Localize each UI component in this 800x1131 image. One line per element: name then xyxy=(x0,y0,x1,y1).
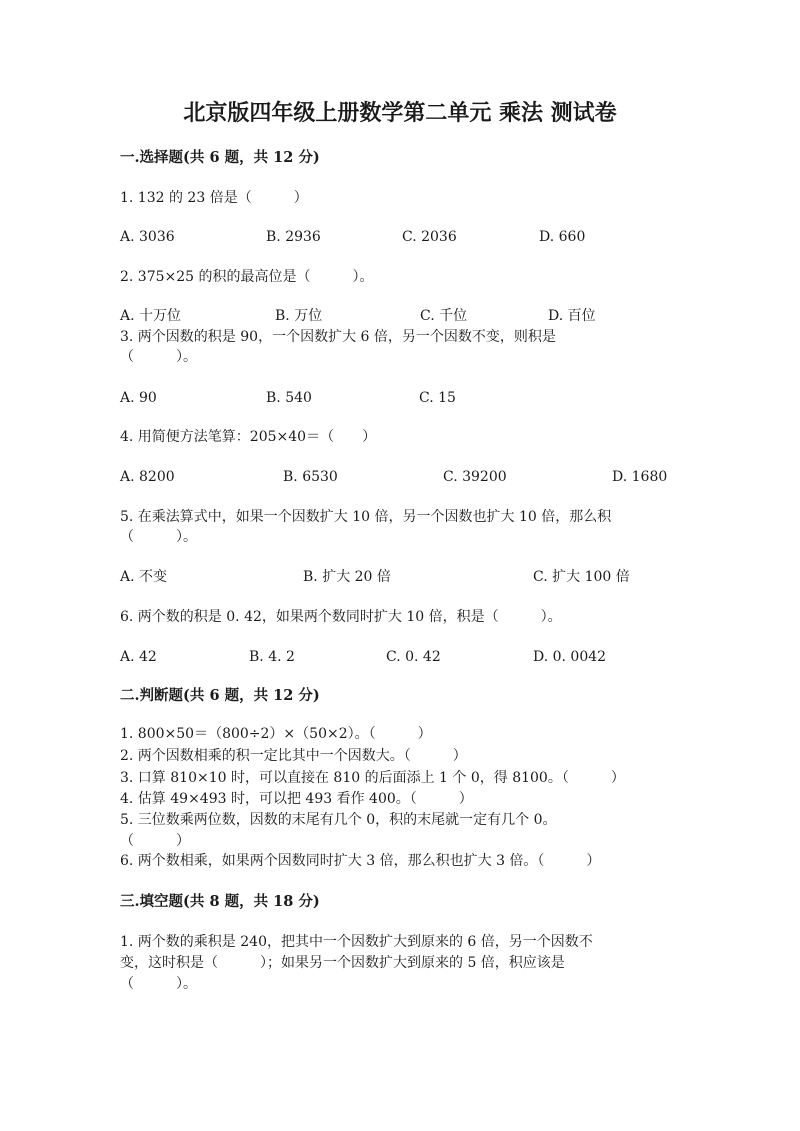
q1-option-b: B. 2936 xyxy=(266,229,321,245)
q5-option-a: A. 不变 xyxy=(120,569,168,585)
q4-option-a: A. 8200 xyxy=(120,469,175,485)
q6-option-c: C. 0. 42 xyxy=(386,649,441,665)
question-3-text-line1: 3. 两个因数的积是 90，一个因数扩大 6 倍，另一个因数不变，则积是 xyxy=(120,329,556,345)
q3-option-a: A. 90 xyxy=(120,390,157,406)
q6-option-a: A. 42 xyxy=(120,649,157,665)
question-4-text: 4. 用简便方法笔算：205×40＝（ ） xyxy=(120,429,377,445)
judgement-item-4: 4. 估算 49×493 时，可以把 493 看作 400。（ ） xyxy=(120,791,473,807)
q1-option-a: A. 3036 xyxy=(120,229,175,245)
fill-blank-item-1-line1: 1. 两个数的乘积是 240，把其中一个因数扩大到原来的 6 倍，另一个因数不 xyxy=(120,934,593,950)
q6-option-b: B. 4. 2 xyxy=(249,649,295,665)
q4-option-d: D. 1680 xyxy=(612,469,668,485)
question-5-text-line1: 5. 在乘法算式中，如果一个因数扩大 10 倍，另一个因数也扩大 10 倍，那么积 xyxy=(120,509,612,525)
q3-option-b: B. 540 xyxy=(266,390,312,406)
judgement-item-6: 6. 两个数相乘，如果两个因数同时扩大 3 倍，那么积也扩大 3 倍。（ ） xyxy=(120,853,601,869)
q2-option-d: D. 百位 xyxy=(548,308,596,324)
q1-option-d: D. 660 xyxy=(539,229,586,245)
question-6-text: 6. 两个数的积是 0. 42，如果两个数同时扩大 10 倍，积是（ ）。 xyxy=(120,609,562,625)
section-heading-choice: 一.选择题(共 6 题，共 12 分) xyxy=(120,149,320,166)
page-title: 北京版四年级上册数学第二单元 乘法 测试卷 xyxy=(183,100,617,126)
question-2-text: 2. 375×25 的积的最高位是（ ）。 xyxy=(120,269,374,285)
fill-blank-item-1-line2: 变，这时积是（ ）；如果另一个因数扩大到原来的 5 倍，积应该是 xyxy=(120,955,565,971)
q5-option-c: C. 扩大 100 倍 xyxy=(533,569,630,585)
q6-option-d: D. 0. 0042 xyxy=(533,649,607,665)
q5-option-b: B. 扩大 20 倍 xyxy=(303,569,391,585)
judgement-item-5-line2: （ ） xyxy=(120,833,190,849)
section-heading-fill-blank: 三.填空题(共 8 题，共 18 分) xyxy=(120,893,320,910)
judgement-item-3: 3. 口算 810×10 时，可以直接在 810 的后面添上 1 个 0，得 8100。（ ） xyxy=(120,770,625,786)
fill-blank-item-1-line3: （ ）。 xyxy=(120,976,197,992)
q2-option-b: B. 万位 xyxy=(275,308,323,324)
judgement-item-5-line1: 5. 三位数乘两位数，因数的末尾有几个 0，积的末尾就一定有几个 0。 xyxy=(120,812,557,828)
q4-option-b: B. 6530 xyxy=(283,469,338,485)
question-1-text: 1. 132 的 23 倍是（ ） xyxy=(120,190,308,206)
q1-option-c: C. 2036 xyxy=(402,229,457,245)
question-3-text-line2: （ ）。 xyxy=(120,349,197,365)
q4-option-c: C. 39200 xyxy=(443,469,507,485)
q2-option-c: C. 千位 xyxy=(420,308,468,324)
judgement-item-1: 1. 800×50＝（800÷2）×（50×2）。（ ） xyxy=(120,726,432,742)
section-heading-judgement: 二.判断题(共 6 题，共 12 分) xyxy=(120,687,320,704)
question-5-text-line2: （ ）。 xyxy=(120,529,197,545)
q2-option-a: A. 十万位 xyxy=(120,308,182,324)
q3-option-c: C. 15 xyxy=(419,390,456,406)
judgement-item-2: 2. 两个因数相乘的积一定比其中一个因数大。（ ） xyxy=(120,748,467,764)
